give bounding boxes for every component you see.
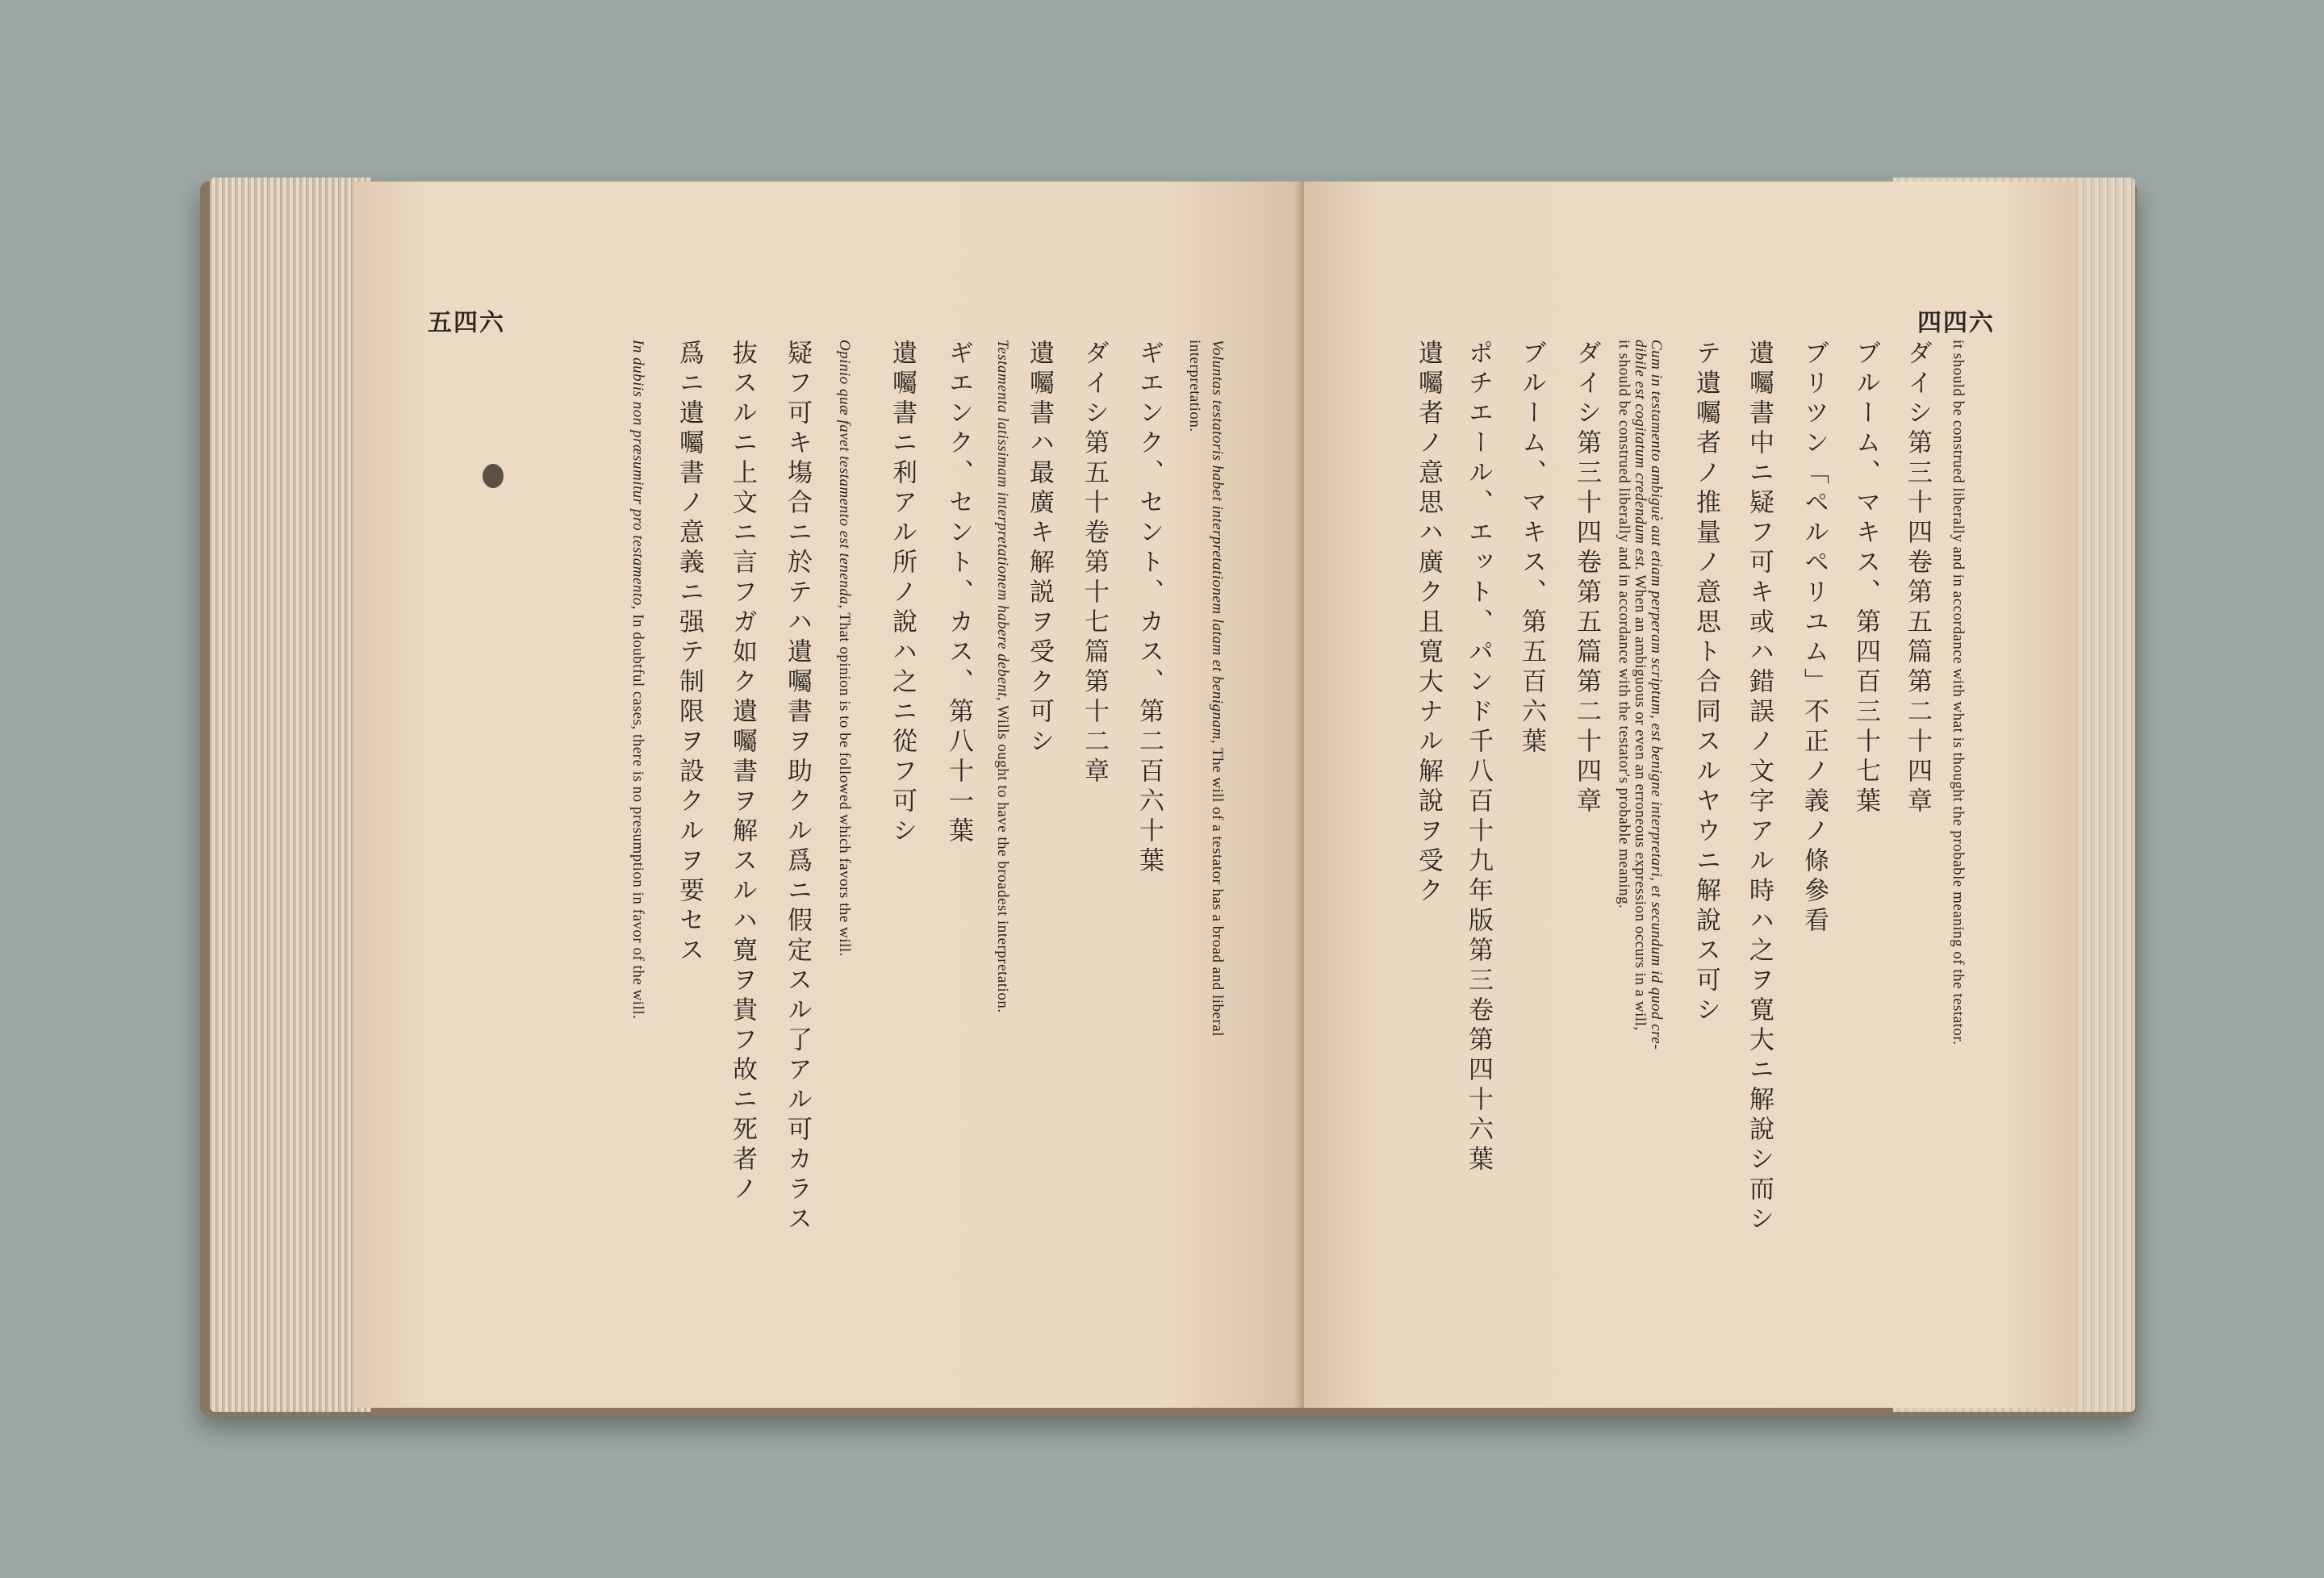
text-column bbox=[1023, 340, 1055, 1332]
text-column bbox=[1690, 340, 1722, 1332]
japanese-text: ダイシ第三十四卷第五篇第二十四章 bbox=[1572, 340, 1601, 817]
text-column bbox=[1078, 340, 1110, 1332]
japanese-text: ギエンク、セント、カス、第二百六十葉 bbox=[1135, 340, 1164, 877]
text-column bbox=[1133, 340, 1165, 1332]
text-column bbox=[1570, 340, 1603, 1332]
text-column bbox=[726, 340, 759, 1332]
text-column bbox=[673, 340, 705, 1332]
text-column bbox=[1207, 340, 1227, 1332]
text-column bbox=[1614, 340, 1633, 1332]
japanese-text: ブルーム、マキス、第五百六葉 bbox=[1517, 340, 1546, 758]
japanese-text: 抜スルニ上文ニ言フガ如ク遺囑書ヲ解スルハ寛ヲ貴フ故ニ死者ノ bbox=[728, 340, 757, 1205]
latin-maxim: Opinio quæ favet testamento est tenenda, bbox=[836, 340, 853, 609]
text-column bbox=[1948, 340, 1967, 1332]
latin-maxim: Cum in testamento ambiguè aut etiam perperam scriptum, est benigne interpretari, et secundum id quod cre- bbox=[1648, 340, 1665, 1050]
japanese-text: ギエンク、セント、カス、第八十一葉 bbox=[944, 340, 973, 847]
text-column bbox=[886, 340, 918, 1332]
latin-maxim: In dubiis non præsumitur pro testamento, bbox=[629, 340, 646, 610]
text-column bbox=[943, 340, 975, 1332]
text-column bbox=[1901, 340, 1933, 1332]
text-column bbox=[834, 340, 854, 1332]
japanese-text: テ遺囑者ノ推量ノ意思ト合同スルヤウニ解說ス可シ bbox=[1691, 340, 1720, 1026]
english-translation: That opinion is to be followed which favors the will. bbox=[836, 608, 853, 957]
text-column bbox=[1798, 340, 1830, 1332]
left-page bbox=[353, 182, 1306, 1408]
english-translation: interpretation. bbox=[1186, 340, 1203, 432]
japanese-text: 爲ニ遺囑書ノ意義ニ强テ制限ヲ設クルヲ要セス bbox=[675, 340, 704, 966]
page-number-right: 四四六 bbox=[1917, 309, 1995, 337]
japanese-text: 遺囑書ハ最廣キ解説ヲ受ク可シ bbox=[1025, 340, 1054, 758]
text-column bbox=[1743, 340, 1775, 1332]
text-column bbox=[628, 340, 647, 1332]
text-column bbox=[781, 340, 813, 1332]
english-translation: Wills ought to have the broadest interpretation. bbox=[994, 701, 1011, 1013]
text-column bbox=[1185, 340, 1204, 1332]
right-page bbox=[1304, 182, 2079, 1408]
latin-maxim: Voluntas testatoris habet interpretationem latam et benignam, bbox=[1209, 340, 1226, 745]
japanese-text: ブルーム、マキス、第四百三十七葉 bbox=[1851, 340, 1880, 817]
latin-maxim: dibile est cogitatum credendum est. bbox=[1632, 340, 1649, 571]
page-edges-left bbox=[210, 177, 371, 1412]
page-number-left: 五四六 bbox=[428, 309, 505, 337]
english-translation: it should be construed liberally and in accordance with the testator's probable meaning. bbox=[1616, 340, 1632, 909]
japanese-text: ポチエール、エット、パンド千八百十九年版第三卷第四十六葉 bbox=[1464, 340, 1493, 1175]
english-translation: In doubtful cases, there is no presumption in favor of the will. bbox=[629, 609, 646, 1020]
english-translation: When an ambiguous or even an erroneous expression occurs in a will, bbox=[1632, 570, 1649, 1031]
japanese-text: 遺囑書中ニ疑フ可キ或ハ錯誤ノ文字アル時ハ之ヲ寛大ニ解說シ而シ bbox=[1745, 340, 1774, 1235]
japanese-text: 遺囑者ノ意思ハ廣ク且寛大ナル解說ヲ受ク bbox=[1414, 340, 1443, 907]
open-book bbox=[192, 161, 2143, 1428]
text-column bbox=[993, 340, 1012, 1332]
text-column bbox=[1850, 340, 1882, 1332]
text-column bbox=[1515, 340, 1548, 1332]
text-column bbox=[1462, 340, 1494, 1332]
japanese-text: ダイシ第五十卷第十七篇第十二章 bbox=[1080, 340, 1109, 787]
japanese-text: 遺囑書ニ利アル所ノ說ハ之ニ從フ可シ bbox=[888, 340, 917, 847]
japanese-text: 疑フ可キ塲合ニ於テハ遺囑書ヲ助クル爲ニ假定スル了アル可カラス bbox=[783, 340, 812, 1235]
latin-maxim: Testamenta latissimam interpretationem habere debent, bbox=[994, 340, 1011, 702]
ink-spot bbox=[483, 464, 504, 488]
english-translation: The will of a testator has a broad and liberal bbox=[1209, 744, 1226, 1037]
japanese-text: ダイシ第三十四卷第五篇第二十四章 bbox=[1903, 340, 1932, 817]
english-translation: it should be construed liberally and in accordance with what is thought the probable meaning of the testator. bbox=[1950, 340, 1967, 1046]
japanese-text: ブリツン「ペルペリユム」不正ノ義ノ條參看 bbox=[1799, 340, 1829, 937]
text-column bbox=[1412, 340, 1444, 1332]
